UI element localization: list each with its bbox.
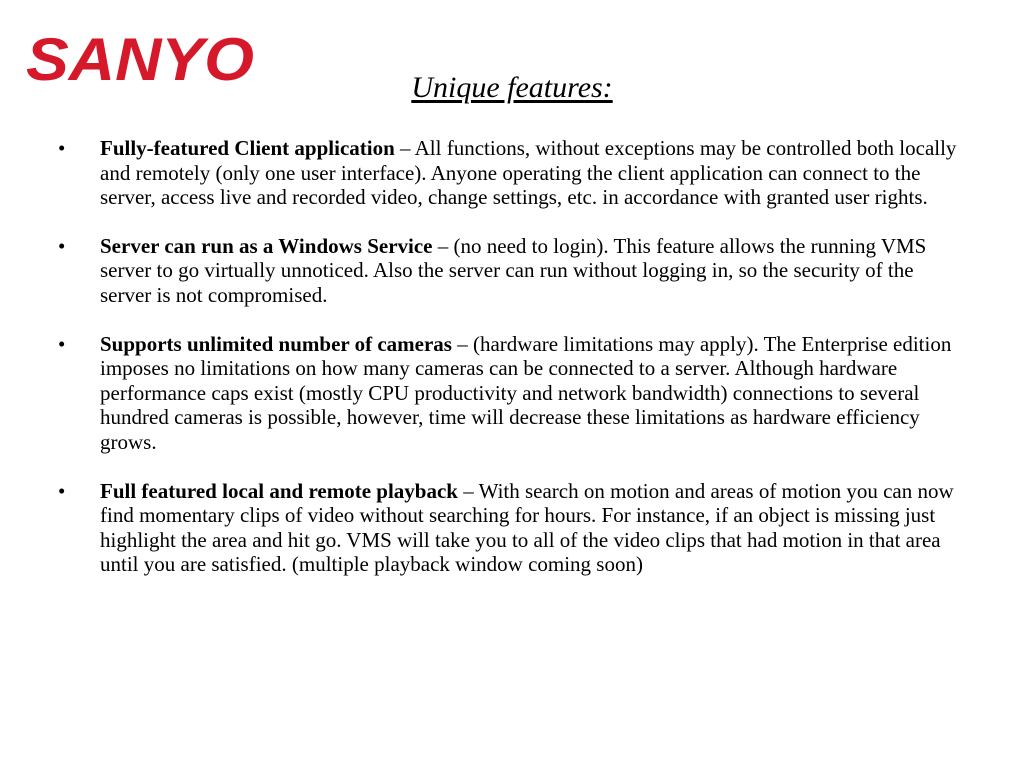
feature-item bbox=[58, 332, 968, 455]
feature-heading: Full featured local and remote playback bbox=[100, 478, 458, 503]
bullet-icon: • bbox=[58, 233, 66, 258]
feature-list bbox=[58, 136, 968, 601]
feature-description: – With search on motion and areas of motion you can now find momentary clips of video without searching for hours. For instance, if an object is missing just highlight the area and hit go. VMS will take you to all of the video clips that had motion in that area until you are satisfied. (multiple playback window coming soon) bbox=[100, 478, 954, 577]
feature-description: – All functions, without exceptions may be controlled both locally and remotely (only one user interface). Anyone operating the client application can connect to the server, access live and recorded video, change settings, etc. in accordance with granted user rights. bbox=[100, 136, 957, 210]
bullet-icon: • bbox=[58, 478, 66, 503]
feature-heading: Supports unlimited number of cameras bbox=[100, 331, 452, 356]
bullet-icon: • bbox=[58, 136, 66, 160]
slide-title: Unique features: bbox=[411, 71, 613, 104]
feature-heading: Server can run as a Windows Service bbox=[100, 233, 433, 258]
feature-description: – (no need to login). This feature allows the running VMS server to go virtually unnoticed. Also the server can run without logging in, so the security of the server is not compromised. bbox=[100, 233, 927, 307]
feature-item bbox=[58, 234, 968, 308]
bullet-icon: • bbox=[58, 331, 66, 356]
feature-description: – (hardware limitations may apply). The Enterprise edition imposes no limitations on how many cameras can be connected to a server. Although hardware performance caps exist (mostly CPU productivity and network bandwidth) connections to several hundred cameras is possible, however, time will decrease these limitations as hardware efficiency grows. bbox=[100, 331, 952, 454]
svg-text:SANYO: SANYO bbox=[26, 26, 254, 90]
feature-item bbox=[58, 479, 968, 577]
feature-item bbox=[58, 136, 968, 210]
feature-heading: Fully-featured Client application bbox=[100, 136, 395, 160]
